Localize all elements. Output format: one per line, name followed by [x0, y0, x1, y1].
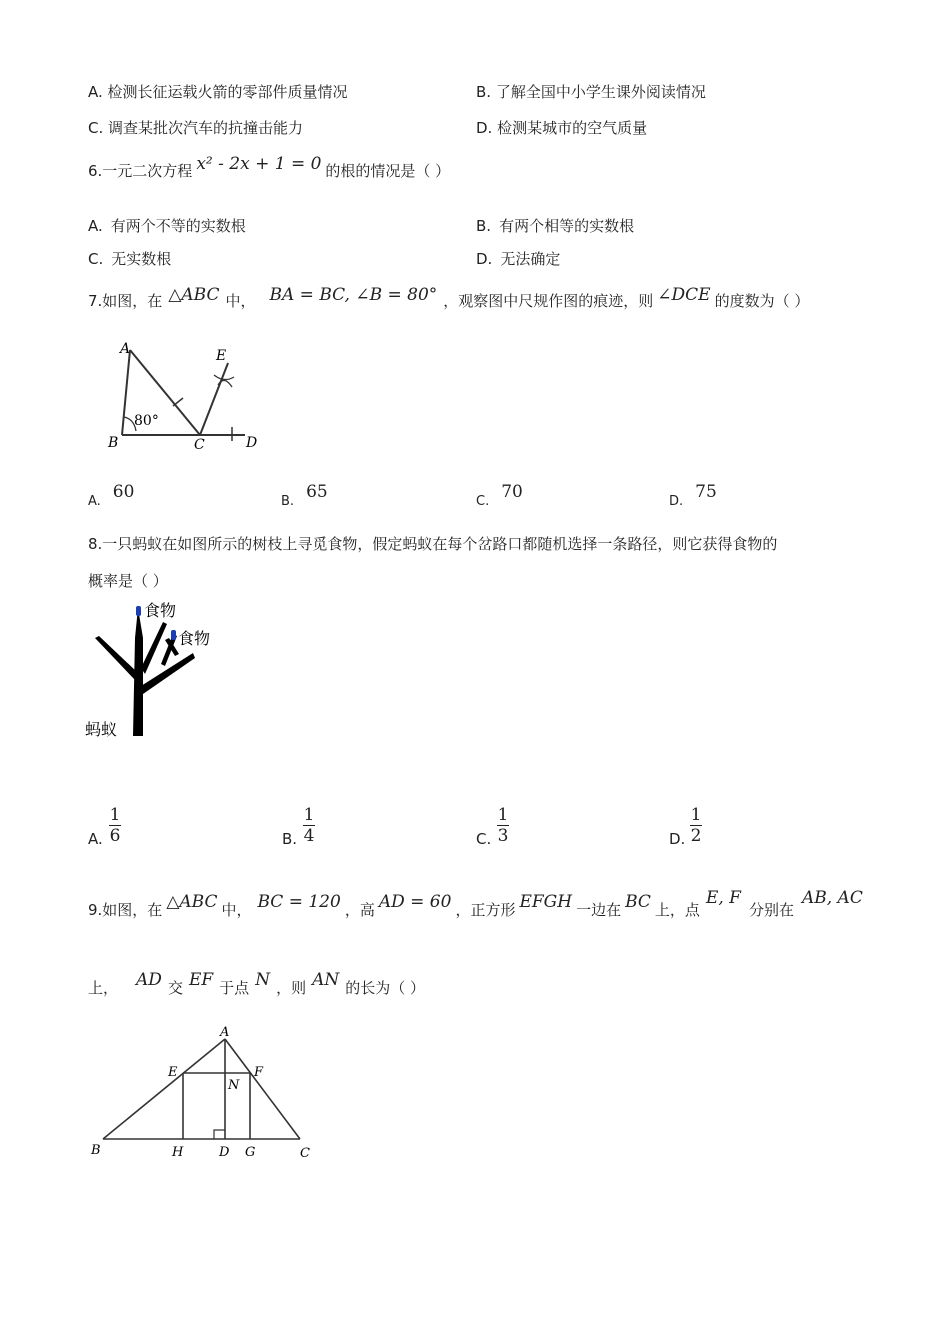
q7-option-d[interactable] — [669, 482, 717, 509]
q8-food-dot-1 — [136, 606, 141, 616]
q9-label-a: A — [220, 1025, 230, 1040]
q9-p3: ，高 — [344, 901, 375, 919]
q9-p1: 9.如图，在 — [88, 901, 163, 919]
q7-m1: △ABC — [168, 285, 220, 305]
q6-option-d[interactable] — [476, 248, 560, 269]
q9-m6: E, F — [705, 888, 741, 908]
q8-option-a-letter: A. — [88, 830, 103, 848]
q8-food-dot-2 — [171, 630, 176, 640]
q8-option-b-letter: B. — [282, 830, 298, 848]
q7-option-b-value: 65 — [306, 482, 328, 502]
q7-label-a: A — [120, 341, 131, 357]
q8-tree-figure — [85, 598, 225, 743]
q7-m3: ∠DCE — [657, 285, 711, 305]
q7-segment-ab — [122, 350, 130, 435]
q9-stem-line1 — [88, 888, 863, 920]
q5-option-b-text: 了解全国中小学生课外阅读情况 — [495, 83, 706, 101]
q9-label-e: E — [168, 1065, 178, 1080]
q6-option-c[interactable] — [88, 248, 171, 269]
q7-label-e: E — [216, 348, 227, 364]
q9-label-c: C — [300, 1146, 310, 1161]
q7-segment-ce — [200, 363, 228, 435]
q9-m5: BC — [625, 892, 651, 912]
q7-option-b-letter: B. — [281, 494, 295, 509]
q5-option-d-letter: D. — [476, 119, 493, 137]
q5-option-a[interactable] — [88, 81, 348, 102]
q9-figure — [88, 1022, 328, 1167]
q8-option-d-fraction: 1 2 — [690, 805, 702, 846]
q7-option-a-value: 60 — [112, 482, 135, 502]
q9-label-h: H — [172, 1145, 184, 1160]
q7-label-b: B — [108, 435, 119, 451]
q7-angle-label: 80° — [134, 413, 159, 429]
q8-option-a[interactable] — [88, 805, 148, 853]
q7-option-d-value: 75 — [695, 482, 717, 502]
q7-tick-ac — [173, 398, 183, 406]
q9-p6: 上，点 — [654, 901, 700, 919]
q5-option-a-text: 检测长征运载火箭的零部件质量情况 — [107, 83, 348, 101]
q6-prefix: 6.一元二次方程 — [88, 162, 193, 180]
q5-option-c-text: 调查某批次汽车的抗撞击能力 — [108, 119, 304, 137]
q7-option-c[interactable] — [476, 482, 523, 509]
q9-p10: 于点 — [219, 979, 250, 997]
q8-option-c-fraction: 1 3 — [497, 805, 509, 846]
q6-option-d-letter: D. — [476, 250, 493, 268]
q8-ant-label: 蚂蚁 — [85, 720, 118, 739]
q9-m4: EFGH — [519, 892, 573, 912]
q9-label-d: D — [219, 1145, 230, 1160]
q9-m3: AD = 60 — [378, 892, 452, 912]
q9-stem-line2 — [88, 970, 426, 998]
q6-option-c-letter: C. — [88, 250, 104, 268]
q8-option-c-letter: C. — [476, 830, 492, 848]
q7-stem — [88, 285, 810, 311]
q7-p2: 中， — [225, 292, 256, 310]
q9-label-b: B — [91, 1143, 101, 1158]
q9-p4: ，正方形 — [455, 901, 516, 919]
q5-option-b[interactable] — [476, 81, 706, 102]
q9-m1: △ABC — [166, 892, 218, 912]
q5-option-c-letter: C. — [88, 119, 104, 137]
q6-option-b-letter: B. — [476, 217, 492, 235]
q8-food-label-2: 食物 — [178, 629, 211, 648]
q5-option-d[interactable] — [476, 117, 647, 138]
q8-option-c[interactable] — [476, 805, 536, 853]
q9-label-n: N — [228, 1078, 240, 1093]
q9-p7: 分别在 — [748, 901, 794, 919]
q9-m2: BC = 120 — [257, 892, 341, 912]
q9-p9: 交 — [167, 979, 183, 997]
q8-branch-mid — [141, 622, 167, 674]
q7-figure — [100, 335, 280, 460]
q7-option-a-letter: A. — [88, 494, 101, 509]
q7-p3: ，观察图中尺规作图的痕迹，则 — [443, 292, 654, 310]
q9-label-f: F — [254, 1065, 264, 1080]
q7-option-d-letter: D. — [669, 494, 684, 509]
q8-line2: 概率是（ ） — [88, 572, 168, 590]
q9-m10: N — [255, 970, 271, 990]
q6-option-c-text: 无实数根 — [111, 250, 172, 268]
q8-option-b[interactable] — [282, 805, 342, 853]
q9-m11: AN — [312, 970, 340, 990]
q6-option-b-text: 有两个相等的实数根 — [499, 217, 635, 235]
q7-p1: 7.如图，在 — [88, 292, 163, 310]
q5-option-a-letter: A. — [88, 83, 103, 101]
q7-label-c: C — [194, 437, 205, 453]
q9-label-g: G — [245, 1145, 256, 1160]
q6-suffix: 的根的情况是（ ） — [325, 162, 451, 180]
q7-label-d: D — [246, 435, 258, 451]
q9-segment-ab — [103, 1039, 225, 1139]
q9-p12: 的长为（ ） — [345, 979, 426, 997]
q9-p5: 一边在 — [576, 901, 622, 919]
q7-p4: 的度数为（ ） — [714, 292, 810, 310]
q7-option-a[interactable] — [88, 482, 135, 509]
q5-option-b-letter: B. — [476, 83, 492, 101]
q8-food-label-1: 食物 — [144, 601, 177, 620]
q9-p11: ，则 — [276, 979, 307, 997]
q7-m2: BA = BC, ∠B = 80° — [269, 285, 438, 305]
q6-option-a[interactable] — [88, 215, 246, 236]
q9-p2: 中， — [221, 901, 252, 919]
q5-option-c[interactable] — [88, 117, 303, 138]
q6-equation: x² - 2x + 1 = 0 — [196, 154, 322, 174]
q5-option-d-text: 检测某城市的空气质量 — [497, 119, 648, 137]
q8-option-b-fraction: 1 4 — [303, 805, 315, 846]
q8-option-d-letter: D. — [669, 830, 686, 848]
q6-option-a-text: 有两个不等的实数根 — [110, 217, 246, 235]
q7-option-b[interactable] — [281, 482, 328, 509]
q9-m9: EF — [188, 970, 214, 990]
q8-option-d[interactable] — [669, 805, 729, 853]
q7-option-c-value: 70 — [501, 482, 523, 502]
q7-option-c-letter: C. — [476, 494, 490, 509]
q6-option-a-letter: A. — [88, 217, 103, 235]
q9-right-angle-mark — [214, 1130, 225, 1139]
q9-p8: 上， — [88, 979, 119, 997]
q9-m7: AB, AC — [801, 888, 863, 908]
q6-stem — [88, 154, 451, 181]
q9-m8: AD — [136, 970, 162, 990]
q8-option-a-fraction: 1 6 — [109, 805, 121, 846]
q6-option-d-text: 无法确定 — [500, 250, 561, 268]
q8-branch-left — [95, 636, 137, 680]
q8-line1: 8.一只蚂蚁在如图所示的树枝上寻觅食物，假定蚂蚁在每个岔路口都随机选择一条路径，则它获得食物的 — [88, 535, 778, 553]
q6-option-b[interactable] — [476, 215, 634, 236]
